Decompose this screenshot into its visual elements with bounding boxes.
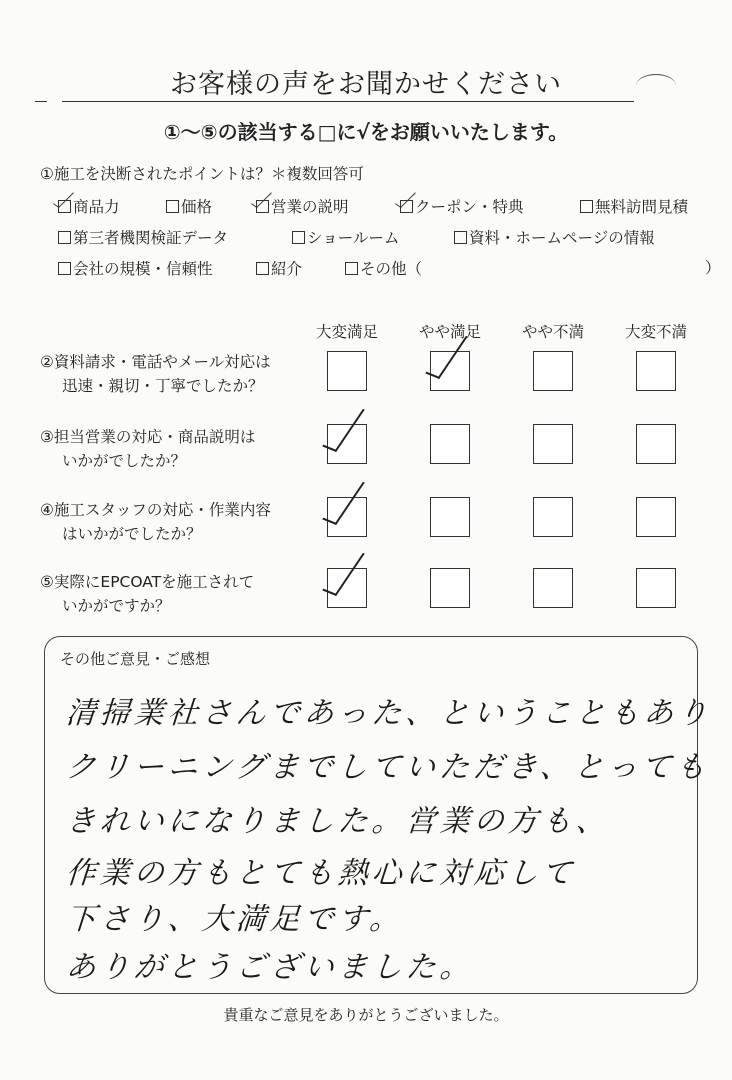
- checkbox[interactable]: [454, 231, 467, 244]
- comments-label: その他ご意見・ご感想: [60, 650, 211, 668]
- q1-other-close-paren: ）: [705, 259, 721, 277]
- checkbox[interactable]: [580, 200, 593, 213]
- q4-text: ④施工スタッフの対応・作業内容 はいかがでしたか？: [40, 501, 271, 543]
- q4-somewhat-satisfied-box[interactable]: [430, 497, 470, 537]
- handwritten-line-4: 作業の方もとても熱心に対応して: [64, 856, 577, 891]
- q5-very-satisfied-box-checked[interactable]: [327, 568, 367, 608]
- instruction-text: ①〜⑤の該当する□に√をお願いいたします。: [163, 120, 569, 144]
- footer-thanks: 貴重なご意見をありがとうございました。: [223, 1006, 509, 1024]
- q1-option-company-scale[interactable]: 会社の規模・信頼性: [58, 257, 213, 279]
- q1-option-referral[interactable]: 紹介: [256, 257, 302, 279]
- handwritten-line-5: 下さり、大満足です。: [64, 902, 405, 937]
- q3-somewhat-dissatisfied-box[interactable]: [533, 424, 573, 464]
- q4-very-dissatisfied-box[interactable]: [636, 497, 676, 537]
- survey-title: お客様の声をお聞かせください: [170, 69, 562, 100]
- checkbox[interactable]: [58, 262, 71, 275]
- handwritten-line-2: クリーニングまでしていただき、とっても: [64, 750, 711, 785]
- q1-option-free-estimate[interactable]: 無料訪問見積: [580, 195, 688, 217]
- q1-option-other[interactable]: その他（: [345, 257, 422, 279]
- handwritten-line-6: ありがとうございました。: [64, 950, 475, 985]
- q4-somewhat-dissatisfied-box[interactable]: [533, 497, 573, 537]
- handwritten-line-1: 清掃業社さんであった、ということもあり: [64, 696, 713, 731]
- q5-text: ⑤実際にEPCOATを施工されて いかがですか？: [40, 573, 255, 615]
- q2-text: ②資料請求・電話やメール対応は 迅速・親切・丁寧でしたか？: [40, 353, 271, 395]
- q1-option-coupon[interactable]: クーポン・特典: [400, 195, 524, 217]
- q3-text: ③担当営業の対応・商品説明は いかがでしたか？: [40, 428, 256, 470]
- q4-very-satisfied-box-checked[interactable]: [327, 497, 367, 537]
- checkbox[interactable]: [345, 262, 358, 275]
- column-somewhat-dissatisfied: やや不満: [521, 323, 584, 341]
- checkbox[interactable]: [256, 262, 269, 275]
- q5-somewhat-satisfied-box[interactable]: [430, 568, 470, 608]
- q5-very-dissatisfied-box[interactable]: [636, 568, 676, 608]
- checkbox[interactable]: [166, 200, 179, 213]
- q1-option-materials-website[interactable]: 資料・ホームページの情報: [454, 226, 655, 248]
- q2-very-dissatisfied-box[interactable]: [636, 351, 676, 391]
- q3-very-dissatisfied-box[interactable]: [636, 424, 676, 464]
- checkbox-checked[interactable]: [400, 200, 413, 213]
- column-very-dissatisfied: 大変不満: [624, 323, 687, 341]
- checkbox[interactable]: [58, 231, 71, 244]
- q1-option-third-party-data[interactable]: 第三者機関検証データ: [58, 226, 228, 248]
- q5-somewhat-dissatisfied-box[interactable]: [533, 568, 573, 608]
- checkbox-checked[interactable]: [58, 200, 71, 213]
- q2-somewhat-dissatisfied-box[interactable]: [533, 351, 573, 391]
- decorative-arc: [636, 74, 676, 97]
- column-somewhat-satisfied: やや満足: [418, 323, 481, 341]
- q2-somewhat-satisfied-box-checked[interactable]: [430, 351, 470, 391]
- handwritten-line-3: きれいになりました。営業の方も、: [64, 804, 611, 839]
- title-underline-dash: [35, 101, 47, 102]
- q1-option-product[interactable]: 商品力: [58, 195, 120, 217]
- q2-very-satisfied-box[interactable]: [327, 351, 367, 391]
- q3-very-satisfied-box-checked[interactable]: [327, 424, 367, 464]
- checkbox[interactable]: [292, 231, 305, 244]
- q1-option-showroom[interactable]: ショールーム: [292, 226, 399, 248]
- checkbox-checked[interactable]: [256, 200, 269, 213]
- q1-option-sales-explanation[interactable]: 営業の説明: [256, 195, 349, 217]
- column-very-satisfied: 大変満足: [315, 323, 378, 341]
- q1-label: ①施工を決断されたポイントは？＊複数回答可: [40, 165, 364, 183]
- q1-option-price[interactable]: 価格: [166, 195, 212, 217]
- q3-somewhat-satisfied-box[interactable]: [430, 424, 470, 464]
- title-underline: [62, 101, 634, 102]
